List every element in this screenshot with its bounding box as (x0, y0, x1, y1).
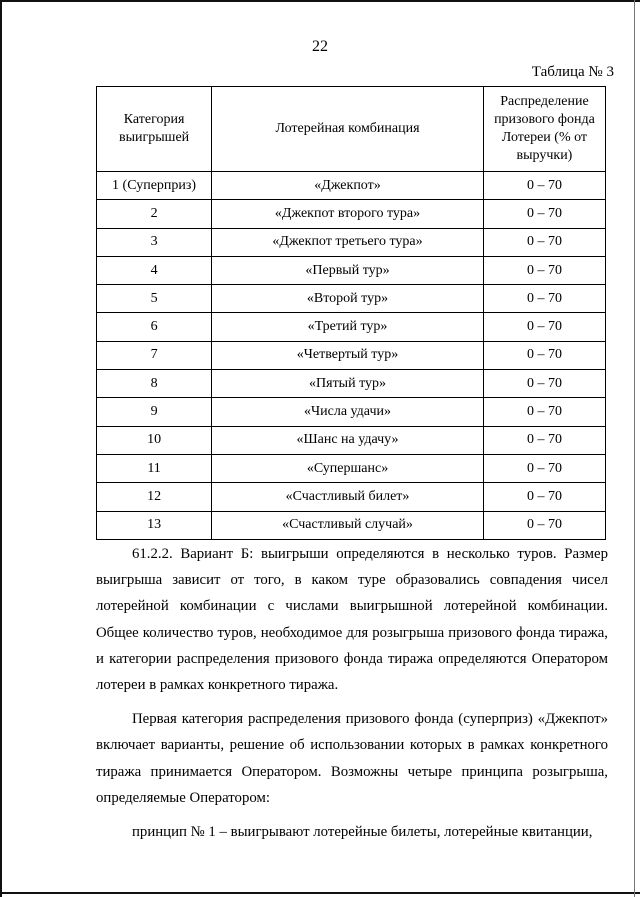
table-label: Таблица № 3 (531, 64, 614, 80)
cell-category: 11 (97, 454, 212, 482)
cell-distribution: 0 – 70 (483, 341, 605, 369)
cell-category: 9 (97, 398, 212, 426)
scan-border-bottom (0, 892, 640, 894)
paragraph: Первая категория распределения призового фонда (суперприз) «Джекпот» включает варианты, решение об использовании которых в рамках конкретного тиража принимается Оператором. Возможны четыре принципа розыгрыша, определяемые Оператором: (96, 711, 608, 806)
cell-combination: «Числа удачи» (212, 398, 484, 426)
cell-combination: «Шанс на удачу» (212, 426, 484, 454)
cell-category: 12 (97, 483, 212, 511)
cell-distribution: 0 – 70 (483, 313, 605, 341)
cell-combination: «Четвертый тур» (212, 341, 484, 369)
cell-combination: «Джекпот» (212, 172, 484, 200)
cell-category: 1 (Суперприз) (97, 172, 212, 200)
cell-combination: «Джекпот третьего тура» (212, 228, 484, 256)
table-row (97, 483, 606, 511)
table-header-row (97, 87, 606, 172)
table-row (97, 341, 606, 369)
cell-distribution: 0 – 70 (483, 454, 605, 482)
cell-category: 8 (97, 370, 212, 398)
table-row (97, 426, 606, 454)
table-body (97, 172, 606, 540)
cell-distribution: 0 – 70 (483, 483, 605, 511)
cell-combination: «Пятый тур» (212, 370, 484, 398)
cell-combination: «Счастливый случай» (212, 511, 484, 539)
scan-border-right (634, 0, 635, 897)
cell-category: 3 (97, 228, 212, 256)
header-combination: Лотерейная комбинация (212, 87, 484, 172)
header-distribution: Распределение призового фонда Лотереи (% от выручки) (483, 87, 605, 172)
cell-category: 2 (97, 200, 212, 228)
paragraph: принцип № 1 – выигрывают лотерейные билеты, лотерейные квитанции, (132, 824, 593, 841)
prize-distribution-table (96, 86, 606, 540)
scan-border-top (0, 0, 640, 2)
cell-distribution: 0 – 70 (483, 398, 605, 426)
header-category: Категория выигрышей (97, 87, 212, 172)
table-row (97, 256, 606, 284)
cell-distribution: 0 – 70 (483, 200, 605, 228)
cell-combination: «Второй тур» (212, 285, 484, 313)
cell-combination: «Счастливый билет» (212, 483, 484, 511)
table-row (97, 398, 606, 426)
cell-combination: «Супершанс» (212, 454, 484, 482)
cell-category: 13 (97, 511, 212, 539)
cell-distribution: 0 – 70 (483, 511, 605, 539)
body-text (96, 541, 608, 853)
table-row (97, 454, 606, 482)
page-number: 22 (312, 38, 328, 55)
table-row (97, 313, 606, 341)
cell-combination: «Третий тур» (212, 313, 484, 341)
cell-category: 5 (97, 285, 212, 313)
cell-combination: «Первый тур» (212, 256, 484, 284)
table-row (97, 285, 606, 313)
table-row (97, 511, 606, 539)
cell-combination: «Джекпот второго тура» (212, 200, 484, 228)
cell-distribution: 0 – 70 (483, 426, 605, 454)
table-row (97, 228, 606, 256)
table-row (97, 172, 606, 200)
cell-category: 6 (97, 313, 212, 341)
cell-category: 10 (97, 426, 212, 454)
cell-category: 7 (97, 341, 212, 369)
paragraph: 61.2.2. Вариант Б: выигрыши определяются в несколько туров. Размер выигрыша зависит от того, в каком туре образовались совпадения чисел лотерейной комбинации с числами выигрышной лотерейной комбинации. Общее количество туров, необходимое для розыгрыша призового фонда тиража, и категории распределения призового фонда тиража определяются Оператором лотереи в рамках конкретного тиража. (96, 546, 608, 694)
table-row (97, 200, 606, 228)
table-row (97, 370, 606, 398)
cell-distribution: 0 – 70 (483, 285, 605, 313)
cell-distribution: 0 – 70 (483, 228, 605, 256)
cell-distribution: 0 – 70 (483, 172, 605, 200)
cell-distribution: 0 – 70 (483, 370, 605, 398)
cell-category: 4 (97, 256, 212, 284)
scan-border-left (0, 0, 2, 897)
cell-distribution: 0 – 70 (483, 256, 605, 284)
